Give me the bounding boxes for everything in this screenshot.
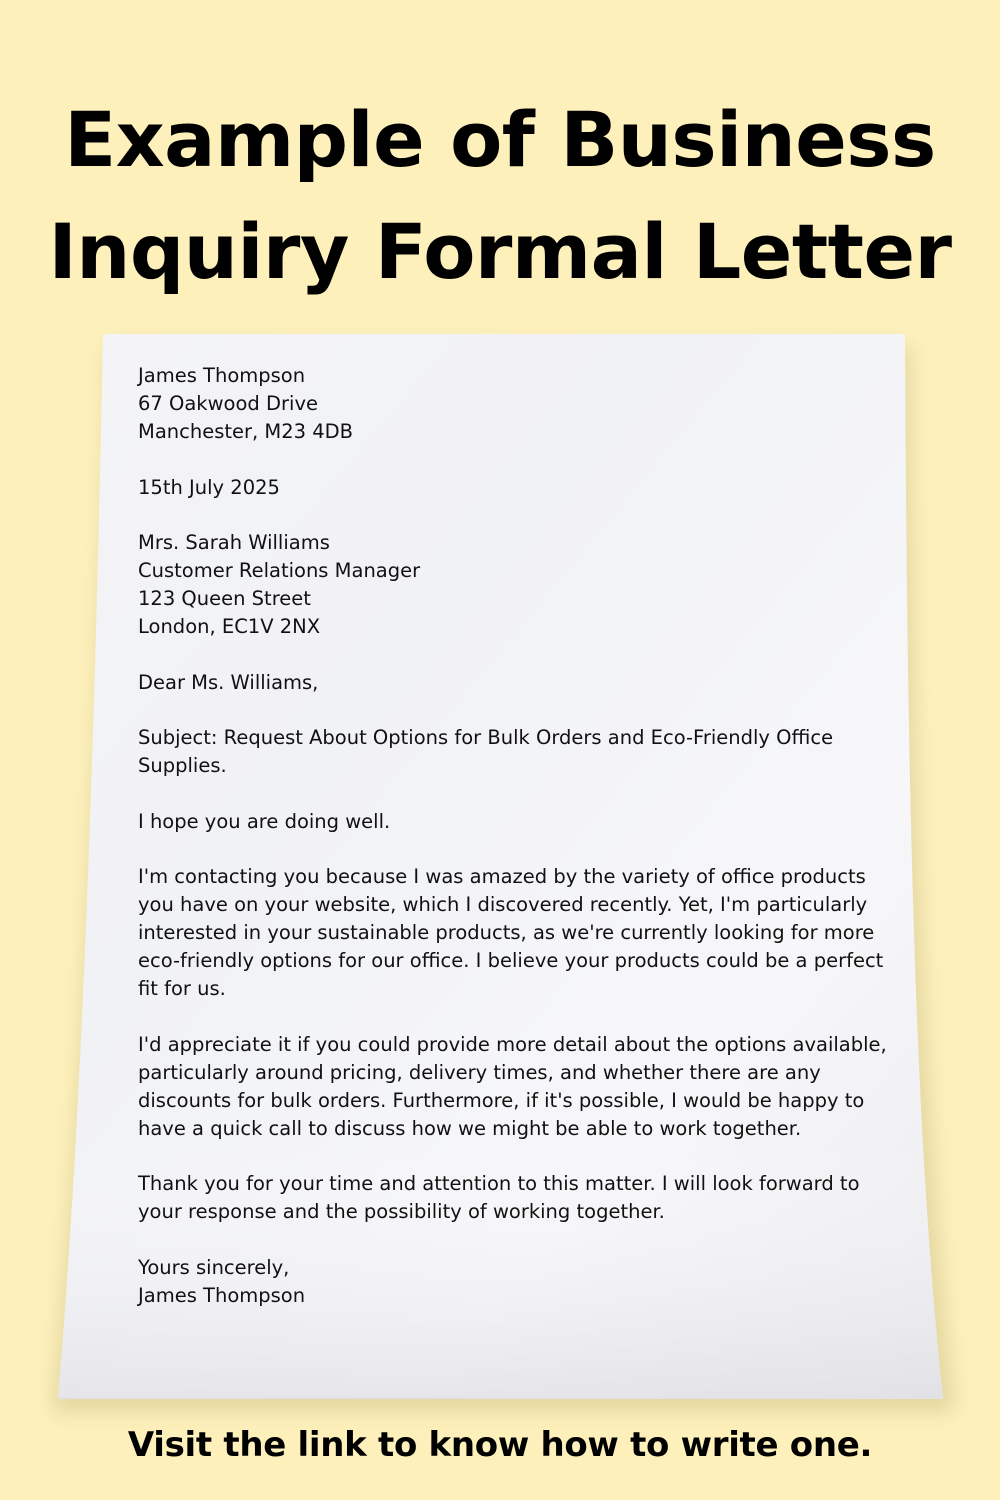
closing: Yours sincerely,	[138, 1255, 290, 1279]
recipient-street: 123 Queen Street	[138, 587, 311, 610]
sender-street: 67 Oakwood Drive	[138, 392, 318, 415]
letter-body	[138, 362, 888, 1337]
recipient-address	[138, 529, 888, 641]
title-line-1: Example of Business	[64, 95, 936, 184]
body-paragraph-3: Thank you for your time and attention to this matter. I will look forward to your response and the possibility of working together.	[138, 1172, 860, 1223]
footer-cta: Visit the link to know how to write one.	[127, 1425, 873, 1465]
signature-name: James Thompson	[138, 1283, 306, 1307]
sender-address	[138, 362, 888, 446]
sign-off	[138, 1254, 888, 1310]
subject-line: Subject: Request About Options for Bulk Orders and Eco-Friendly Office Supplies.	[138, 726, 834, 777]
recipient-city: London, EC1V 2NX	[138, 615, 321, 638]
recipient-title: Customer Relations Manager	[138, 559, 421, 582]
recipient-name: Mrs. Sarah Williams	[138, 531, 330, 554]
greeting-line: I hope you are doing well.	[138, 809, 391, 833]
body-paragraph-2: I'd appreciate it if you could provide more detail about the options available, particularly around pricing, delivery times, and whether there are any discounts for bulk orders. Furthermore, if it's possible, I would be happy to have a quick call to discuss how we might be able to work together.	[138, 1032, 887, 1140]
letter-date: 15th July 2025	[138, 475, 280, 499]
body-paragraph-1: I'm contacting you because I was amazed by the variety of office products you have on your website, which I discovered recently. Yet, I'm particularly interested in your sustainable products, as we're currently looking for more eco-friendly options for our office. I believe your products could be a perfect fit for us.	[138, 865, 884, 1000]
salutation: Dear Ms. Williams,	[138, 670, 319, 694]
sender-city: Manchester, M23 4DB	[138, 420, 354, 443]
sender-name: James Thompson	[138, 364, 306, 387]
title-line-2: Inquiry Formal Letter	[48, 207, 952, 296]
